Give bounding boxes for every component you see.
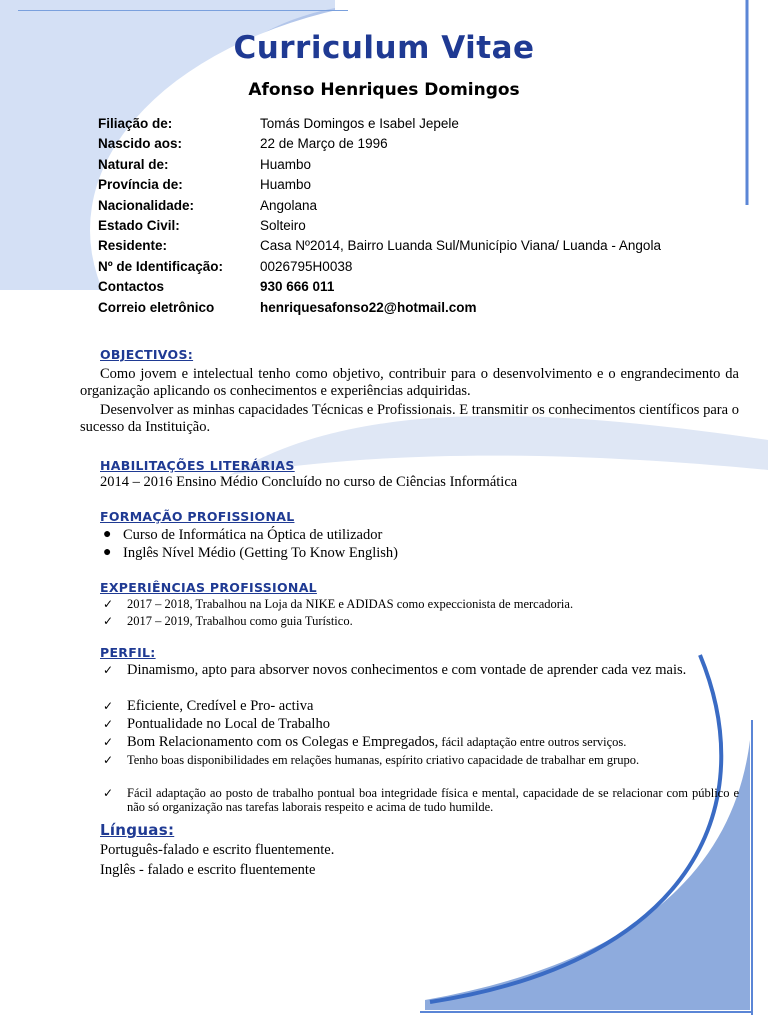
list-item-text: Dinamismo, apto para absorver novos conhecimentos e com vontade de aprender cada vez mais. bbox=[127, 662, 687, 678]
list-item-text bbox=[127, 734, 739, 751]
phone-number: 930 666 011 bbox=[260, 279, 335, 294]
list-item bbox=[103, 698, 739, 715]
list-item-text: Eficiente, Credível e Pro- activa bbox=[127, 698, 314, 714]
objectivos-paragraph: Desenvolver as minhas capacidades Técnicas e Profissionais. E transmitir os conhecimentos científicos para o sucesso da Instituição. bbox=[80, 402, 739, 435]
section-heading-habilitacoes: HABILITAÇÕES LITERÁRIAS bbox=[100, 458, 295, 473]
info-value: Tomás Domingos e Isabel Jepele bbox=[260, 116, 459, 131]
check-icon: ✓ bbox=[103, 597, 114, 611]
list-item-text: Pontualidade no Local de Trabalho bbox=[127, 716, 330, 732]
list-item-text: Inglês Nível Médio (Getting To Know English) bbox=[123, 545, 398, 561]
bullet-icon: ● bbox=[103, 527, 112, 542]
check-icon: ✓ bbox=[103, 663, 114, 677]
info-value: 22 de Março de 1996 bbox=[260, 136, 388, 151]
info-value: 0026795H0038 bbox=[260, 259, 353, 274]
candidate-name: Afonso Henriques Domingos bbox=[248, 80, 520, 100]
list-item bbox=[103, 545, 398, 562]
info-label: Estado Civil: bbox=[98, 218, 180, 233]
info-label: Nº de Identificação: bbox=[98, 259, 223, 274]
info-value: Casa Nº2014, Bairro Luanda Sul/Município Viana/ Luanda - Angola bbox=[260, 238, 661, 253]
list-item-main: Bom Relacionamento com os Colegas e Empregados, bbox=[127, 734, 439, 750]
info-label: Filiação de: bbox=[98, 116, 173, 131]
list-item-text: Fácil adaptação ao posto de trabalho pontual boa integridade física e mental, capacidade de se relacionar com público e não só organização nas tarefas laborais respeito e acima de tudo humilde. bbox=[127, 786, 739, 814]
info-label: Natural de: bbox=[98, 157, 169, 172]
language-line: Português-falado e escrito fluentemente. bbox=[100, 842, 335, 858]
list-item bbox=[103, 527, 383, 544]
check-icon: ✓ bbox=[103, 699, 114, 713]
list-item-suffix: fácil adaptação entre outros serviços. bbox=[438, 735, 627, 749]
info-value: Huambo bbox=[260, 177, 312, 192]
info-value: Huambo bbox=[260, 157, 312, 172]
section-heading-linguas: Línguas: bbox=[100, 821, 175, 839]
habilitacoes-text: 2014 – 2016 Ensino Médio Concluído no curso de Ciências Informática bbox=[100, 474, 518, 490]
section-heading-formacao: FORMAÇÃO PROFISSIONAL bbox=[100, 509, 295, 524]
list-item bbox=[103, 753, 739, 767]
check-icon: ✓ bbox=[103, 717, 114, 731]
page-title: Curriculum Vitae bbox=[233, 30, 535, 66]
section-heading-perfil: PERFIL: bbox=[100, 645, 156, 660]
check-icon: ✓ bbox=[103, 614, 114, 628]
objectivos-paragraph: Como jovem e intelectual tenho como objetivo, contribuir para o desenvolvimento e o engrandecimento da organização aplicando os conhecimentos e experiências adquiridas. bbox=[80, 366, 739, 399]
list-item-text: 2017 – 2019, Trabalhou como guia Turístico. bbox=[127, 614, 353, 628]
info-value: Angolana bbox=[260, 198, 318, 213]
list-item bbox=[103, 786, 739, 814]
list-item-text: Tenho boas disponibilidades em relações humanas, espírito criativo capacidade de trabalhar em grupo. bbox=[127, 753, 640, 767]
email-address: henriquesafonso22@hotmail.com bbox=[260, 300, 477, 315]
list-item-text: 2017 – 2018, Trabalhou na Loja da NIKE e ADIDAS como expeccionista de mercadoria. bbox=[127, 597, 574, 611]
bullet-icon: ● bbox=[103, 545, 112, 560]
list-item bbox=[103, 597, 739, 611]
info-label: Residente: bbox=[98, 238, 168, 253]
list-item bbox=[103, 734, 739, 751]
section-heading-experiencias: EXPERIÊNCIAS PROFISSIONAL bbox=[100, 580, 317, 595]
info-label: Contactos bbox=[98, 279, 165, 294]
section-heading-objectivos: OBJECTIVOS: bbox=[100, 347, 194, 362]
check-icon: ✓ bbox=[103, 786, 114, 800]
info-label: Nacionalidade: bbox=[98, 198, 195, 213]
list-item-text: Curso de Informática na Óptica de utilizador bbox=[123, 527, 383, 543]
info-label: Província de: bbox=[98, 177, 183, 192]
check-icon: ✓ bbox=[103, 735, 114, 749]
check-icon: ✓ bbox=[103, 753, 114, 767]
list-item bbox=[103, 662, 739, 679]
info-label: Nascido aos: bbox=[98, 136, 183, 151]
info-value: Solteiro bbox=[260, 218, 306, 233]
info-label: Correio eletrônico bbox=[98, 300, 215, 315]
list-item bbox=[103, 716, 739, 733]
list-item bbox=[103, 614, 739, 628]
language-line: Inglês - falado e escrito fluentemente bbox=[100, 862, 316, 878]
